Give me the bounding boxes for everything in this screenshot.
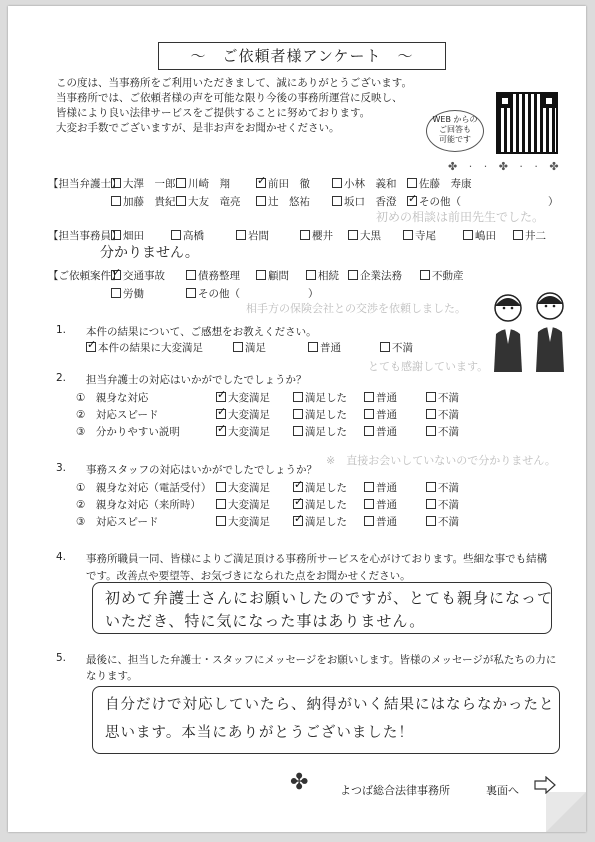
case-option[interactable]: [306, 268, 339, 283]
checkbox[interactable]: [216, 482, 226, 492]
q2-rating-label: 不満: [438, 392, 459, 404]
faint-bleed-note: とても感謝しています。: [368, 360, 489, 373]
q1-option[interactable]: [86, 340, 203, 355]
lawyer-option-label: その他（: [419, 196, 461, 208]
q2-rating-option[interactable]: [426, 424, 459, 439]
staff-option[interactable]: [463, 228, 496, 243]
q3-rating-option[interactable]: [293, 514, 347, 529]
q3-rating-option[interactable]: [364, 497, 397, 512]
q2-rating-label: 普通: [376, 409, 397, 421]
checkbox[interactable]: [426, 426, 436, 436]
q1-option-label: 普通: [320, 342, 341, 354]
q5-answer-line: 自分だけで対応していたら、納得がいく結果にはならなかったと: [105, 697, 555, 713]
checkbox[interactable]: [111, 230, 121, 240]
checkbox[interactable]: [308, 342, 318, 352]
lawyer-option[interactable]: [332, 194, 397, 209]
checkbox[interactable]: [364, 392, 374, 402]
other-close-paren: ）: [548, 196, 559, 208]
q3-rating-label: 満足した: [305, 499, 347, 511]
q5-text-line2: なります。: [86, 670, 138, 682]
q1-text: 本件の結果について、ご感想をお教えください。: [86, 326, 317, 338]
checkbox[interactable]: [348, 230, 358, 240]
checkbox[interactable]: [111, 288, 121, 298]
q3-row-label: ② 親身な対応（来所時）: [76, 499, 201, 511]
case-other-close-paren: ）: [308, 288, 319, 300]
q2-rating-option[interactable]: [216, 424, 270, 439]
q2-text: 担当弁護士の対応はいかがでしたでしょうか？: [86, 374, 307, 386]
q5-number: 5.: [56, 652, 67, 664]
q3-rating-label: 大変満足: [228, 516, 270, 528]
case-option-label: 不動産: [432, 270, 464, 282]
lawyer-option-label: 小林 義和: [344, 178, 397, 190]
lawyer-option[interactable]: [176, 194, 241, 209]
faint-bleed-note: 初めの相談は前田先生でした。: [376, 210, 545, 224]
q3-rating-option[interactable]: [293, 497, 347, 512]
checkbox[interactable]: [111, 196, 121, 206]
lawyer-option[interactable]: [332, 176, 397, 191]
q3-rating-option[interactable]: [426, 497, 459, 512]
case-option[interactable]: [111, 268, 165, 283]
case-option-label: 交通事故: [123, 270, 165, 282]
staff-option[interactable]: [236, 228, 269, 243]
q1-option[interactable]: [380, 340, 413, 355]
checkbox[interactable]: [463, 230, 473, 240]
checkbox-checked[interactable]: [293, 482, 303, 492]
checkbox-checked[interactable]: [216, 392, 226, 402]
checkbox-checked[interactable]: [256, 178, 266, 188]
checkbox[interactable]: [293, 409, 303, 419]
checkbox[interactable]: [176, 178, 186, 188]
lawyer-option[interactable]: [407, 176, 472, 191]
checkbox-checked[interactable]: [216, 426, 226, 436]
staff-option-label: 寺尾: [415, 230, 436, 242]
q3-rating-option[interactable]: [364, 514, 397, 529]
arrow-right-icon[interactable]: [534, 776, 556, 794]
q3-rating-option[interactable]: [293, 480, 347, 495]
lawyer-option-label: 佐藤 寿康: [419, 178, 472, 190]
q2-rating-option[interactable]: [216, 390, 270, 405]
q2-number: 2.: [56, 372, 67, 384]
lawyer-option-label: 前田 徹: [268, 178, 310, 190]
case-option[interactable]: [186, 286, 240, 301]
lawyer-option-label: 大澤 一郎: [123, 178, 176, 190]
checkbox-checked[interactable]: [293, 516, 303, 526]
q1-option-label: 不満: [392, 342, 413, 354]
q4-answer-line: いただき、特に気になった事はありません。: [105, 612, 426, 630]
lawyer-option[interactable]: [407, 194, 461, 209]
checkbox[interactable]: [364, 499, 374, 509]
checkbox[interactable]: [364, 409, 374, 419]
checkbox[interactable]: [186, 288, 196, 298]
staff-option-label: 櫻井: [312, 230, 333, 242]
checkbox[interactable]: [216, 516, 226, 526]
checkbox[interactable]: [513, 230, 523, 240]
q2-row-label: ② 対応スピード: [76, 409, 159, 421]
intro-line: この度は、当事務所をご利用いただきまして、誠にありがとうございます。: [56, 77, 412, 89]
checkbox[interactable]: [364, 426, 374, 436]
case-option[interactable]: [420, 268, 464, 283]
q3-rating-option[interactable]: [364, 480, 397, 495]
clover-logo-icon: ✤: [290, 770, 309, 795]
staff-option-label: 岩間: [248, 230, 269, 242]
q2-rating-option[interactable]: [293, 407, 347, 422]
q2-rating-label: 満足した: [305, 392, 347, 404]
lawyer-option[interactable]: [256, 194, 310, 209]
staff-option-label: 大黒: [360, 230, 381, 242]
q4-answer-line: 初めて弁護士さんにお願いしたのですが、とても親身になって: [105, 589, 554, 607]
checkbox[interactable]: [186, 270, 196, 280]
q3-row-label: ① 親身な対応（電話受付）: [76, 482, 212, 494]
q3-rating-label: 不満: [438, 482, 459, 494]
faint-bleed-note: ※ 直接お会いしていないので分かりません。: [326, 454, 556, 467]
case-section-label: 【ご依頼案件】: [48, 270, 122, 282]
q1-option-label: 満足: [245, 342, 266, 354]
q3-rating-label: 普通: [376, 499, 397, 511]
checkbox[interactable]: [216, 499, 226, 509]
checkbox[interactable]: [332, 178, 342, 188]
q1-number: 1.: [56, 324, 67, 336]
q2-rating-option[interactable]: [426, 407, 459, 422]
next-page-label[interactable]: 裏面へ: [486, 784, 519, 797]
staff-option[interactable]: [403, 228, 436, 243]
q3-rating-option[interactable]: [426, 514, 459, 529]
q3-row-label: ③ 対応スピード: [76, 516, 159, 528]
lawyer-option-label: 川崎 翔: [188, 178, 230, 190]
checkbox[interactable]: [332, 196, 342, 206]
checkbox[interactable]: [380, 342, 390, 352]
q3-rating-option[interactable]: [216, 480, 270, 495]
lawyer-option[interactable]: [176, 176, 230, 191]
clover-decoration-icon: ✤ · · ✤ · · ✤: [448, 160, 563, 173]
q3-rating-label: 不満: [438, 499, 459, 511]
q2-row-label: ③ 分かりやすい説明: [76, 426, 180, 438]
q3-rating-label: 大変満足: [228, 499, 270, 511]
checkbox[interactable]: [403, 230, 413, 240]
staff-option-label: 高橋: [183, 230, 204, 242]
lawyer-option-label: 加藤 貴紀: [123, 196, 176, 208]
checkbox-checked[interactable]: [293, 499, 303, 509]
q2-rating-label: 大変満足: [228, 409, 270, 421]
checkbox[interactable]: [171, 230, 181, 240]
q3-number: 3.: [56, 462, 67, 474]
checkbox[interactable]: [111, 178, 121, 188]
checkbox[interactable]: [426, 392, 436, 402]
case-option[interactable]: [348, 268, 402, 283]
case-option-label: 企業法務: [360, 270, 402, 282]
q5-answer-box[interactable]: [92, 686, 560, 754]
q4-text-line2: です。改善点や要望等、お気づきになられた点をお聞かせください。: [86, 570, 411, 582]
q2-rating-option[interactable]: [293, 424, 347, 439]
checkbox[interactable]: [293, 426, 303, 436]
q2-rating-option[interactable]: [426, 390, 459, 405]
survey-sheet: [8, 6, 586, 832]
checkbox-checked[interactable]: [86, 342, 96, 352]
checkbox[interactable]: [364, 482, 374, 492]
q2-rating-option[interactable]: [364, 407, 397, 422]
case-option-label: 労働: [123, 288, 144, 300]
q1-option[interactable]: [308, 340, 341, 355]
q5-answer-line: 思います。本当にありがとうございました！: [105, 725, 414, 741]
intro-line: 大変お手数でございますが、是非お声をお聞かせください。: [56, 122, 340, 134]
staff-option[interactable]: [300, 228, 333, 243]
staff-option[interactable]: [348, 228, 381, 243]
faint-bleed-note: 相手方の保険会社との交渉を依頼しました。: [246, 302, 466, 315]
staff-option-label: 畑田: [123, 230, 144, 242]
q2-rating-option[interactable]: [293, 390, 347, 405]
q2-rating-label: 大変満足: [228, 426, 270, 438]
q3-rating-option[interactable]: [216, 514, 270, 529]
q1-option[interactable]: [233, 340, 266, 355]
case-option[interactable]: [186, 268, 240, 283]
web-answer-bubble: WEB からの ご回答も 可能です: [426, 110, 484, 152]
q4-answer-box[interactable]: [92, 582, 552, 634]
case-option-label: その他（: [198, 288, 240, 300]
lawyer-option-label: 辻 悠祐: [268, 196, 310, 208]
case-option-label: 債務整理: [198, 270, 240, 282]
staff-handwritten-answer: 分かりません。: [100, 245, 199, 261]
checkbox[interactable]: [233, 342, 243, 352]
q2-rating-label: 満足した: [305, 409, 347, 421]
q3-rating-label: 普通: [376, 482, 397, 494]
q3-text: 事務スタッフの対応はいかがでしたでしょうか？: [86, 464, 317, 476]
lawyers-illustration: [478, 284, 578, 374]
lawyer-option[interactable]: [111, 176, 176, 191]
q2-row-label: ① 親身な対応: [76, 392, 149, 404]
q3-rating-label: 満足した: [305, 482, 347, 494]
case-option-label: 相続: [318, 270, 339, 282]
q3-rating-option[interactable]: [216, 497, 270, 512]
page-curl: [546, 792, 586, 832]
survey-title: ～ ご依頼者様アンケート ～: [158, 42, 446, 70]
checkbox[interactable]: [420, 270, 430, 280]
q2-rating-option[interactable]: [364, 390, 397, 405]
lawyer-option[interactable]: [256, 176, 310, 191]
q4-text-line1: 事務所職員一同、皆様によりご満足頂ける事務所サービスを心がけております。些細な事でも結構: [86, 553, 548, 565]
checkbox[interactable]: [407, 178, 417, 188]
checkbox[interactable]: [256, 196, 266, 206]
checkbox[interactable]: [306, 270, 316, 280]
q2-rating-label: 不満: [438, 409, 459, 421]
q2-rating-label: 普通: [376, 426, 397, 438]
q4-number: 4.: [56, 551, 67, 563]
q2-rating-label: 大変満足: [228, 392, 270, 404]
q2-rating-label: 不満: [438, 426, 459, 438]
q3-rating-label: 不満: [438, 516, 459, 528]
checkbox[interactable]: [256, 270, 266, 280]
checkbox[interactable]: [426, 499, 436, 509]
checkbox[interactable]: [236, 230, 246, 240]
firm-name: よつば総合法律事務所: [340, 784, 450, 797]
q3-rating-option[interactable]: [426, 480, 459, 495]
checkbox[interactable]: [176, 196, 186, 206]
staff-option-label: 嶋田: [475, 230, 496, 242]
lawyer-section-label: 【担当弁護士】: [48, 178, 122, 190]
checkbox-checked[interactable]: [407, 196, 417, 206]
lawyer-option-label: 坂口 香澄: [344, 196, 397, 208]
staff-section-label: 【担当事務員】: [48, 230, 122, 242]
case-option-label: 顧問: [268, 270, 289, 282]
checkbox[interactable]: [426, 516, 436, 526]
checkbox[interactable]: [426, 409, 436, 419]
qr-code-icon[interactable]: [496, 92, 558, 154]
lawyer-option-label: 大友 竜亮: [188, 196, 241, 208]
checkbox[interactable]: [426, 482, 436, 492]
q5-text-line1: 最後に、担当した弁護士・スタッフにメッセージをお願いします。皆様のメッセージが私たちの力に: [86, 654, 557, 666]
intro-line: 皆様により良い法律サービスをご提供することに努めております。: [56, 107, 371, 119]
intro-line: 当事務所では、ご依頼者様の声を可能な限り今後の事務所運営に反映し、: [56, 92, 403, 104]
case-option[interactable]: [111, 286, 144, 301]
checkbox[interactable]: [348, 270, 358, 280]
q3-rating-label: 満足した: [305, 516, 347, 528]
q2-rating-label: 満足した: [305, 426, 347, 438]
checkbox-checked[interactable]: [111, 270, 121, 280]
checkbox[interactable]: [364, 516, 374, 526]
case-option[interactable]: [256, 268, 289, 283]
staff-option[interactable]: [111, 228, 144, 243]
q3-rating-label: 普通: [376, 516, 397, 528]
q1-option-label: 本件の結果に大変満足: [98, 342, 203, 354]
lawyer-option[interactable]: [111, 194, 176, 209]
staff-option[interactable]: [171, 228, 204, 243]
q2-rating-option[interactable]: [364, 424, 397, 439]
checkbox[interactable]: [293, 392, 303, 402]
checkbox-checked[interactable]: [216, 409, 226, 419]
staff-option[interactable]: [513, 228, 546, 243]
staff-option-label: 井二: [525, 230, 546, 242]
q2-rating-option[interactable]: [216, 407, 270, 422]
intro-text: [56, 76, 456, 136]
q3-rating-label: 大変満足: [228, 482, 270, 494]
checkbox[interactable]: [300, 230, 310, 240]
q2-rating-label: 普通: [376, 392, 397, 404]
